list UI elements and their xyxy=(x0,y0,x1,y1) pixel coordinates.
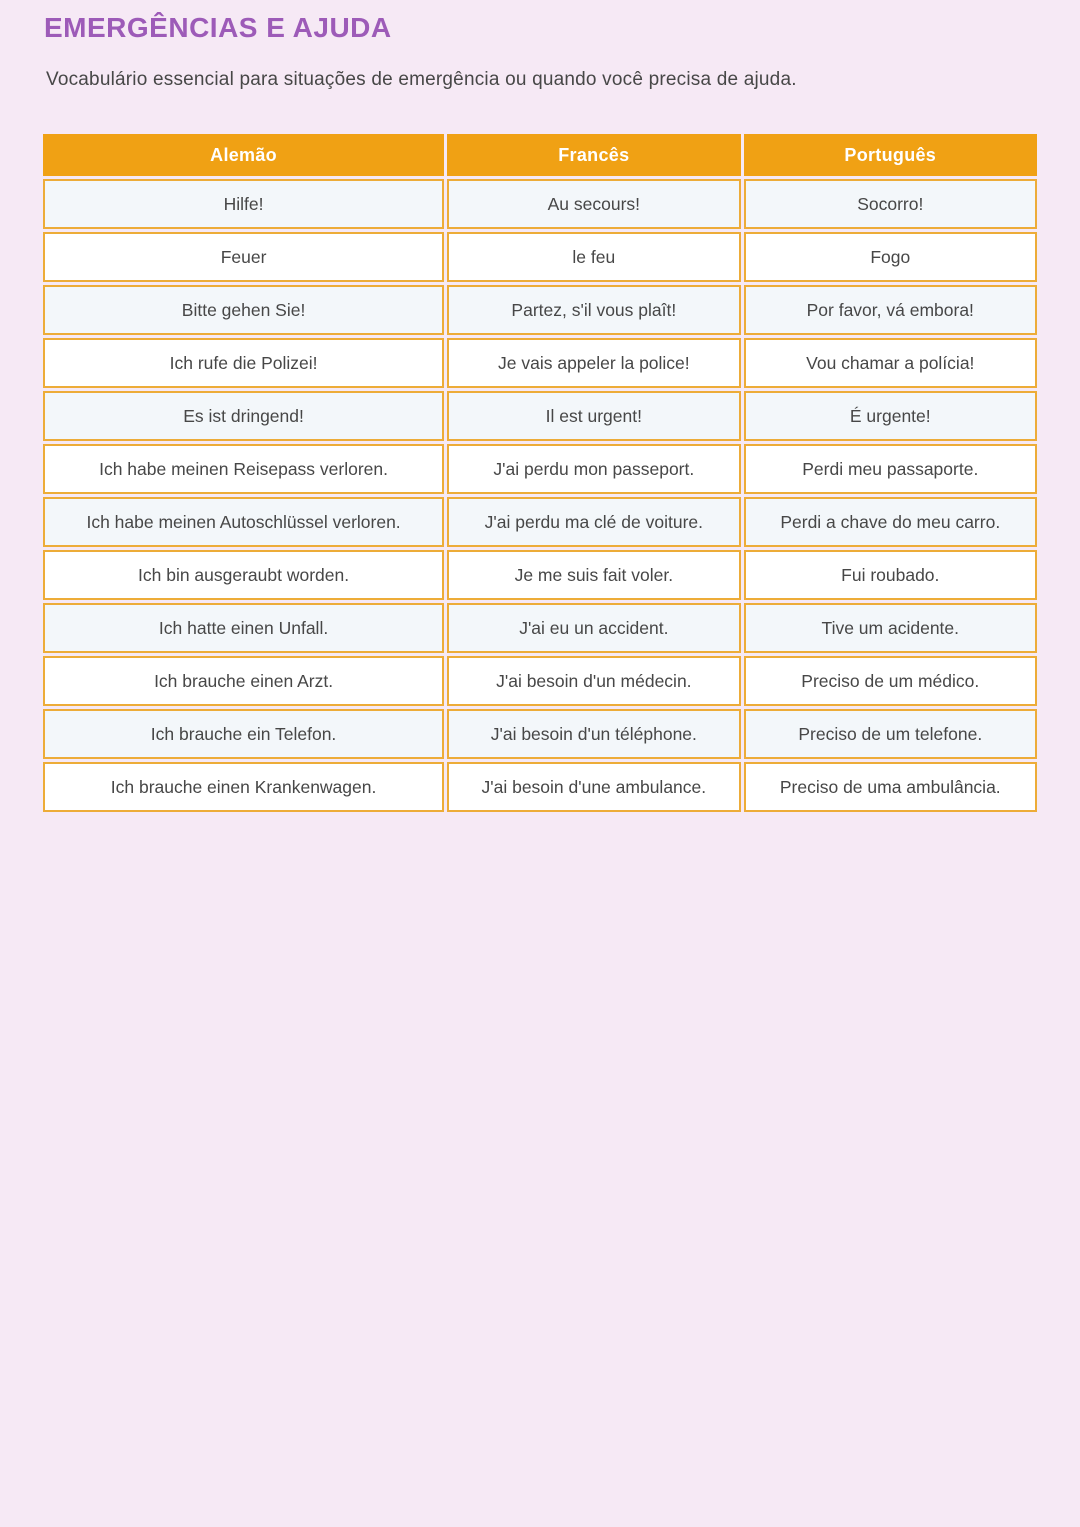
cell-portuguese: É urgente! xyxy=(744,391,1037,441)
column-header-french: Francês xyxy=(447,134,740,176)
table-row xyxy=(43,444,1037,494)
cell-portuguese: Por favor, vá embora! xyxy=(744,285,1037,335)
cell-german: Ich bin ausgeraubt worden. xyxy=(43,550,444,600)
column-header-german: Alemão xyxy=(43,134,444,176)
table-row xyxy=(43,338,1037,388)
table-row xyxy=(43,762,1037,812)
cell-french: J'ai besoin d'un médecin. xyxy=(447,656,740,706)
cell-german: Ich habe meinen Autoschlüssel verloren. xyxy=(43,497,444,547)
cell-french: J'ai perdu mon passeport. xyxy=(447,444,740,494)
cell-french: J'ai besoin d'un téléphone. xyxy=(447,709,740,759)
table-row xyxy=(43,709,1037,759)
table-body xyxy=(43,179,1037,812)
table-row xyxy=(43,603,1037,653)
table-row xyxy=(43,391,1037,441)
table-row xyxy=(43,285,1037,335)
table-row xyxy=(43,497,1037,547)
table-row xyxy=(43,656,1037,706)
cell-portuguese: Perdi meu passaporte. xyxy=(744,444,1037,494)
cell-french: Partez, s'il vous plaît! xyxy=(447,285,740,335)
page-subtitle: Vocabulário essencial para situações de emergência ou quando você precisa de ajuda. xyxy=(46,69,797,90)
cell-portuguese: Preciso de um médico. xyxy=(744,656,1037,706)
cell-portuguese: Tive um acidente. xyxy=(744,603,1037,653)
cell-french: Au secours! xyxy=(447,179,740,229)
cell-french: J'ai eu un accident. xyxy=(447,603,740,653)
column-header-portuguese: Português xyxy=(744,134,1037,176)
cell-portuguese: Socorro! xyxy=(744,179,1037,229)
cell-french: J'ai perdu ma clé de voiture. xyxy=(447,497,740,547)
cell-portuguese: Vou chamar a polícia! xyxy=(744,338,1037,388)
cell-german: Feuer xyxy=(43,232,444,282)
cell-portuguese: Fui roubado. xyxy=(744,550,1037,600)
table-row xyxy=(43,179,1037,229)
cell-german: Ich hatte einen Unfall. xyxy=(43,603,444,653)
cell-french: Il est urgent! xyxy=(447,391,740,441)
cell-portuguese: Perdi a chave do meu carro. xyxy=(744,497,1037,547)
cell-portuguese: Preciso de um telefone. xyxy=(744,709,1037,759)
cell-french: Je vais appeler la police! xyxy=(447,338,740,388)
cell-german: Ich brauche einen Krankenwagen. xyxy=(43,762,444,812)
table-row xyxy=(43,550,1037,600)
cell-german: Bitte gehen Sie! xyxy=(43,285,444,335)
cell-german: Ich brauche ein Telefon. xyxy=(43,709,444,759)
cell-french: J'ai besoin d'une ambulance. xyxy=(447,762,740,812)
cell-german: Ich brauche einen Arzt. xyxy=(43,656,444,706)
cell-french: Je me suis fait voler. xyxy=(447,550,740,600)
table-row xyxy=(43,232,1037,282)
cell-french: le feu xyxy=(447,232,740,282)
cell-german: Ich habe meinen Reisepass verloren. xyxy=(43,444,444,494)
table-header-row xyxy=(43,134,1037,176)
cell-german: Es ist dringend! xyxy=(43,391,444,441)
page-title: EMERGÊNCIAS E AJUDA xyxy=(44,12,392,43)
cell-german: Ich rufe die Polizei! xyxy=(43,338,444,388)
cell-portuguese: Preciso de uma ambulância. xyxy=(744,762,1037,812)
cell-german: Hilfe! xyxy=(43,179,444,229)
vocabulary-table xyxy=(40,131,1040,815)
cell-portuguese: Fogo xyxy=(744,232,1037,282)
